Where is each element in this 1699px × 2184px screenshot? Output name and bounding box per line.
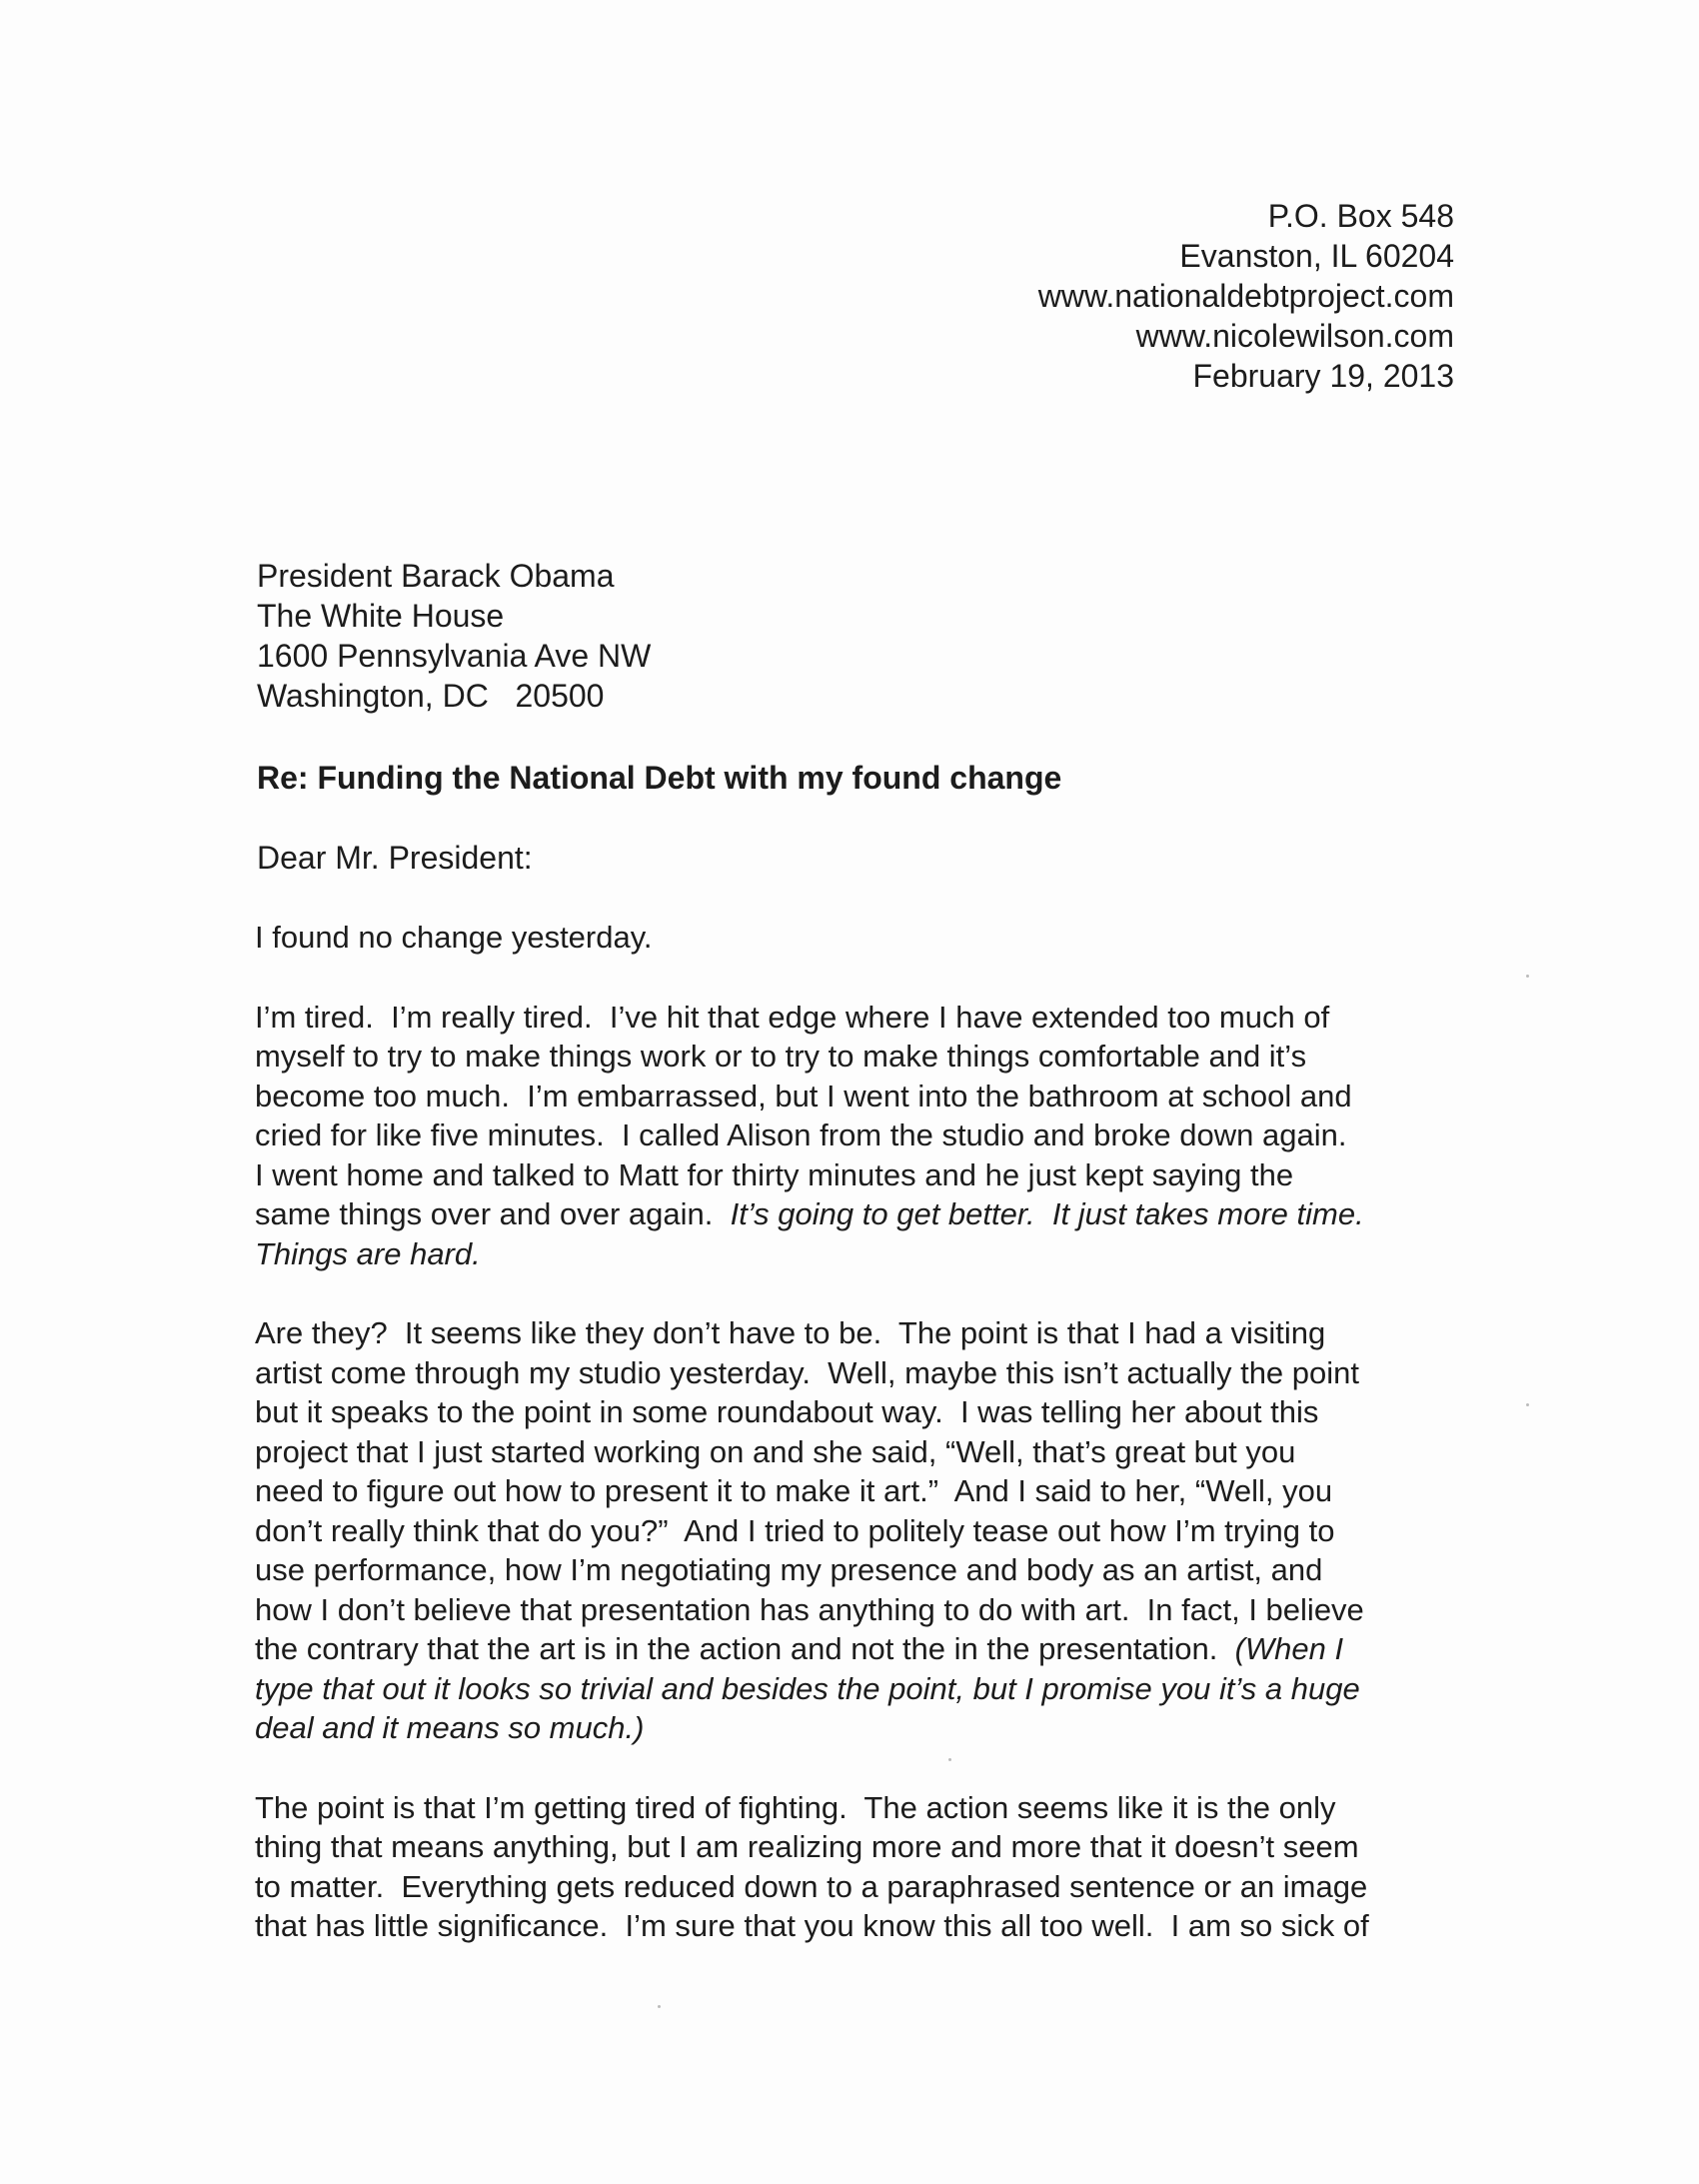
letter-date: February 19, 2013 [1192, 358, 1454, 394]
paragraph-line: I found no change yesterday. [255, 920, 653, 955]
scan-speck [948, 1758, 951, 1761]
paragraph-text: same things over and over again. [255, 1196, 731, 1231]
scan-speck [658, 2005, 661, 2008]
scan-speck [1526, 975, 1529, 978]
sender-city: Evanston, IL 60204 [1179, 238, 1454, 274]
paragraph-line: I’m tired. I’m really tired. I’ve hit that edge where I have extended too much of [255, 999, 1330, 1035]
italic-text: (When I [1234, 1631, 1344, 1666]
paragraph-line: use performance, how I’m negotiating my presence and body as an artist, and [255, 1552, 1323, 1587]
paragraph-line: artist come through my studio yesterday. Well, maybe this isn’t actually the point [255, 1354, 1360, 1390]
recipient-org: The White House [257, 598, 505, 634]
paragraph-line [255, 1708, 1454, 1748]
paragraph-3 [255, 1313, 1454, 1748]
paragraph-line: become too much. I’m embarrassed, but I went into the bathroom at school and [255, 1078, 1352, 1113]
paragraph-line: don’t really think that do you?” And I tried to politely tease out how I’m trying to [255, 1512, 1335, 1548]
sender-website-1: www.nationaldebtproject.com [1037, 278, 1454, 314]
recipient-street: 1600 Pennsylvania Ave NW [257, 638, 652, 674]
sender-po-box: P.O. Box 548 [1267, 198, 1454, 234]
paragraph-1 [255, 918, 1454, 958]
paragraph-line [255, 1629, 1454, 1669]
paragraph-4 [255, 1788, 1454, 1946]
paragraph-line [255, 1234, 1454, 1274]
paragraph-line: but it speaks to the point in some roundabout way. I was telling her about this [255, 1394, 1319, 1429]
sender-address-block [1038, 196, 1454, 396]
paragraph-line: myself to try to make things work or to try to make things comfortable and it’s [255, 1039, 1307, 1074]
sender-website-2: www.nicolewilson.com [1135, 318, 1454, 354]
salutation: Dear Mr. President: [257, 840, 533, 876]
paragraph-line: I went home and talked to Matt for thirty minutes and he just kept saying the [255, 1156, 1294, 1192]
paragraph-line [255, 1669, 1454, 1709]
paragraph-2 [255, 998, 1454, 1274]
italic-text: deal and it means so much.) [255, 1710, 645, 1745]
paragraph-line: need to figure out how to present it to make it art.” And I said to her, “Well, you [255, 1473, 1333, 1508]
paragraph-line: cried for like five minutes. I called Alison from the studio and broke down again. [255, 1117, 1347, 1152]
paragraph-line: The point is that I’m getting tired of fighting. The action seems like it is the only [255, 1789, 1336, 1825]
paragraph-text: the contrary that the art is in the action and not the in the presentation. [255, 1631, 1235, 1666]
paragraph-line: thing that means anything, but I am realizing more and more that it doesn’t seem [255, 1829, 1359, 1864]
paragraph-line: to matter. Everything gets reduced down to a paraphrased sentence or an image [255, 1868, 1368, 1904]
subject-line: Re: Funding the National Debt with my found change [257, 760, 1062, 796]
paragraph-line [255, 1194, 1454, 1234]
scan-speck [1526, 1403, 1529, 1406]
letter-body [255, 918, 1454, 1946]
paragraph-line: Are they? It seems like they don’t have to be. The point is that I had a visiting [255, 1315, 1326, 1350]
recipient-city: Washington, DC 20500 [257, 678, 605, 714]
paragraph-line: how I don’t believe that presentation has anything to do with art. In fact, I believe [255, 1591, 1364, 1627]
italic-text: Things are hard. [255, 1235, 481, 1271]
paragraph-line: project that I just started working on and she said, “Well, that’s great but you [255, 1433, 1296, 1469]
recipient-address-block [257, 556, 651, 716]
italic-text: type that out it looks so trivial and besides the point, but I promise you it’s a huge [255, 1670, 1360, 1706]
italic-text: It’s going to get better. It just takes more time. [730, 1196, 1364, 1231]
paragraph-line: that has little significance. I’m sure that you know this all too well. I am so sick of [255, 1908, 1369, 1943]
recipient-name: President Barack Obama [257, 558, 615, 594]
